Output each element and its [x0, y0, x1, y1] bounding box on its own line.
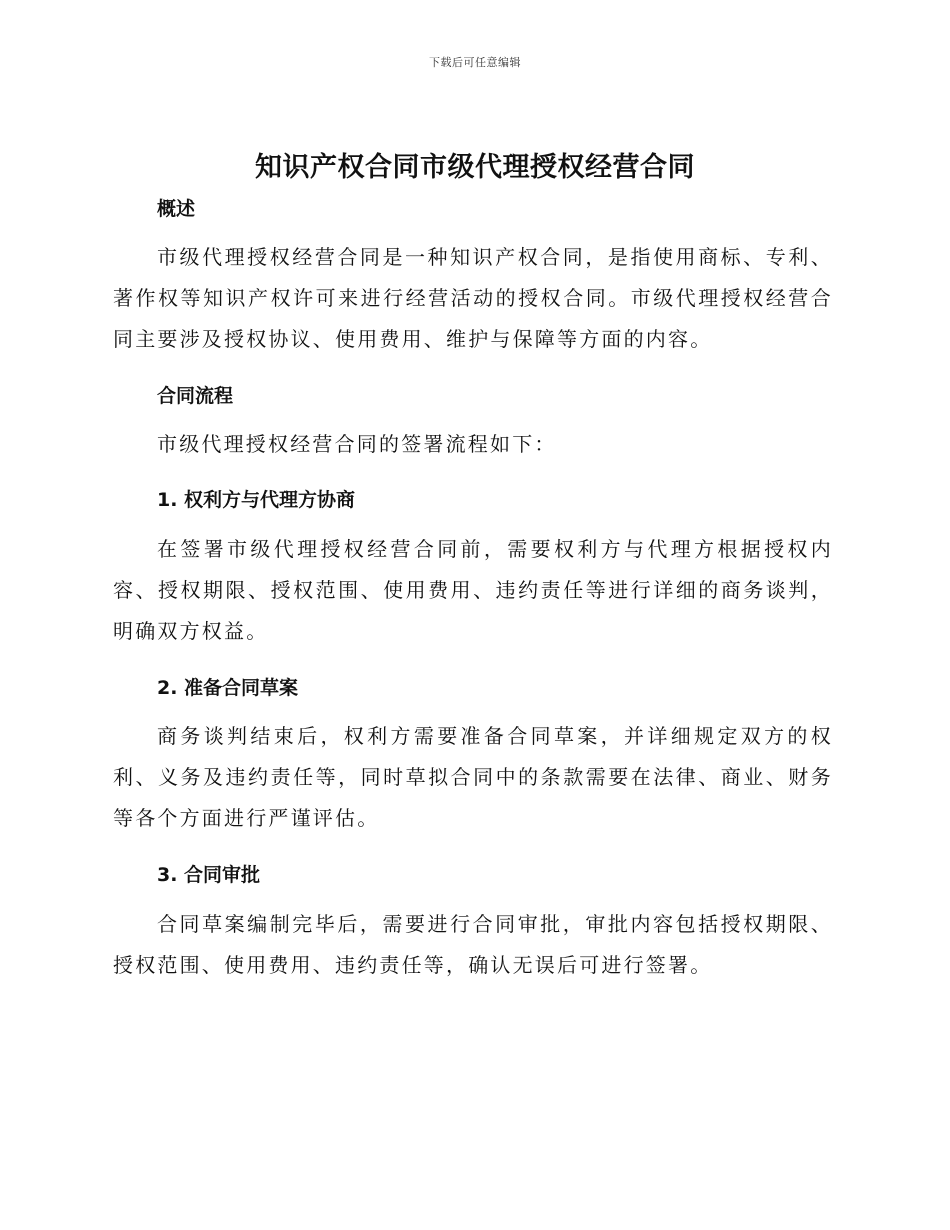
section-paragraph-overview: 市级代理授权经营合同是一种知识产权合同，是指使用商标、专利、著作权等知识产权许可来进行经营活动的授权合同。市级代理授权经营合同主要涉及授权协议、使用费用、维护与保障等方面的内容。: [113, 245, 833, 351]
section-heading-step-2: 2. 准备合同草案: [157, 677, 299, 699]
section-heading-step-3: 3. 合同审批: [157, 864, 261, 886]
section-paragraph-step-2: 商务谈判结束后，权利方需要准备合同草案，并详细规定双方的权利、义务及违约责任等，同时草拟合同中的条款需要在法律、商业、财务等各个方面进行严谨评估。: [113, 724, 833, 830]
section-paragraph-contract-process: 市级代理授权经营合同的签署流程如下：: [157, 432, 557, 456]
section-paragraph-step-3: 合同草案编制完毕后，需要进行合同审批，审批内容包括授权期限、授权范围、使用费用、违约责任等，确认无误后可进行签署。: [113, 912, 833, 977]
header-note: 下载后可任意编辑: [429, 56, 521, 69]
section-heading-step-1: 1. 权利方与代理方协商: [157, 489, 356, 511]
section-paragraph-step-1: 在签署市级代理授权经营合同前，需要权利方与代理方根据授权内容、授权期限、授权范围、使用费用、违约责任等进行详细的商务谈判，明确双方权益。: [113, 537, 833, 643]
document-title: 知识产权合同市级代理授权经营合同: [255, 152, 695, 183]
section-heading-overview: 概述: [157, 198, 196, 220]
section-heading-contract-process: 合同流程: [157, 385, 234, 407]
